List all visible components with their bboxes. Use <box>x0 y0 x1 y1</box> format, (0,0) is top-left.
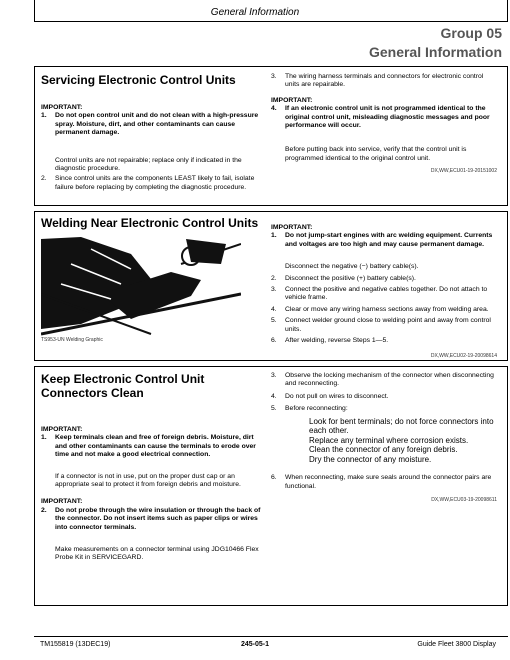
important-label: IMPORTANT: <box>271 224 313 231</box>
footer-rule <box>34 636 508 637</box>
reference-code: DX,WW,ECU03-19-20098611 <box>431 496 497 503</box>
running-header: General Information <box>210 7 300 18</box>
list-item: 2. Do not probe through the wire insulation or through the back of the connector. Do not insert items such as paper clips or wires into connector terminals. <box>41 506 261 531</box>
paragraph: Before putting back into service, verify that the control unit is programmed identical to the original control unit. <box>285 146 467 162</box>
sub-list-item: Look for bent terminals; do not force connectors into each other. <box>309 416 494 436</box>
welding-graphic <box>41 234 241 336</box>
sub-list-item: Dry the connector of any moisture. <box>309 454 432 464</box>
paragraph: Disconnect the negative (−) battery cable(s). <box>285 263 419 271</box>
important-label: IMPORTANT: <box>41 104 83 111</box>
list-item: 1. Do not jump-start engines with arc welding equipment. Currents and voltages are too high and may cause permanent damage. <box>271 232 493 248</box>
list-item: 4. Clear or move any wiring harness sections away from welding area. <box>271 305 489 313</box>
paragraph: Make measurements on a connector terminal using JDG10466 Flex Probe Kit in SERVICEGARD. <box>55 546 259 562</box>
paragraph: If a connector is not in use, put on the proper dust cap or an appropriate seal to protect it from foreign debris and moisture. <box>55 472 241 489</box>
section-title: Servicing Electronic Control Units <box>41 73 236 87</box>
section-servicing-ecu <box>34 66 508 206</box>
list-item: 2. Since control units are the components LEAST likely to fail, isolate failure before replacing by completing the diagnostic procedure. <box>41 175 255 191</box>
list-item: 3. Observe the locking mechanism of the connector when disconnecting and reconnecting. <box>271 372 494 388</box>
reference-code: DX,WW,ECU02-19-20098614 <box>430 353 497 360</box>
section-title: Keep Electronic Control Unit Connectors Clean <box>41 372 205 400</box>
list-item: 5. Before reconnecting: <box>271 405 348 413</box>
important-label: IMPORTANT: <box>41 426 83 433</box>
list-item: 4. Do not pull on wires to disconnect. <box>271 392 389 400</box>
list-item: 3. Connect the positive and negative cables together. Do not attach to vehicle frame. <box>271 286 488 302</box>
list-item: 1. Do not open control unit and do not clean with a high-pressure spray. Moisture, dirt, and other contaminants can cause permanent damage. <box>41 112 259 137</box>
list-item: 6. After welding, reverse Steps 1—5. <box>271 337 389 345</box>
list-item: 1. Keep terminals clean and free of foreign debris. Moisture, dirt and other contaminants can cause the terminals to erode over time and not make a good electrical connection. <box>41 434 256 459</box>
section-title: Welding Near Electronic Control Units <box>41 216 259 230</box>
sub-list <box>271 417 497 465</box>
important-label: IMPORTANT: <box>41 498 83 506</box>
reference-code: DX,WW,ECU01-19-20151002 <box>430 168 497 175</box>
footer-doc-id: TM155819 (13DEC19) <box>40 641 111 648</box>
list-item: 5. Connect welder ground close to welding point and away from control units. <box>271 317 491 333</box>
list-item: 4. If an electronic control unit is not programmed identical to the original control unit, misleading diagnostic messages and poor performance will occur. <box>271 105 490 130</box>
group-title: General Information <box>368 44 502 60</box>
list-item: 3. The wiring harness terminals and connectors for electronic control units are repairable. <box>271 73 484 89</box>
footer-page-number: 245-05-1 <box>240 641 270 648</box>
list-item: 2. Disconnect the positive (+) battery cable(s). <box>271 274 416 282</box>
sub-list-item: Replace any terminal where corrosion exists. <box>309 435 469 445</box>
important-label: IMPORTANT: <box>271 96 313 104</box>
list-item: 6. When reconnecting, make sure seals around the connector pairs are functional. <box>271 474 492 490</box>
sub-list-item: Clean the connector of any foreign debris. <box>309 445 458 455</box>
group-number: Group 05 <box>440 25 502 41</box>
paragraph: Control units are not repairable; replace only if indicated in the diagnostic procedure. <box>55 156 242 173</box>
section-welding <box>34 211 508 361</box>
section-connectors-clean <box>34 366 508 606</box>
footer-doc-title: Guide Fleet 3800 Display <box>417 641 496 648</box>
figure-caption: TS953-UN Welding Graphic <box>41 337 103 343</box>
